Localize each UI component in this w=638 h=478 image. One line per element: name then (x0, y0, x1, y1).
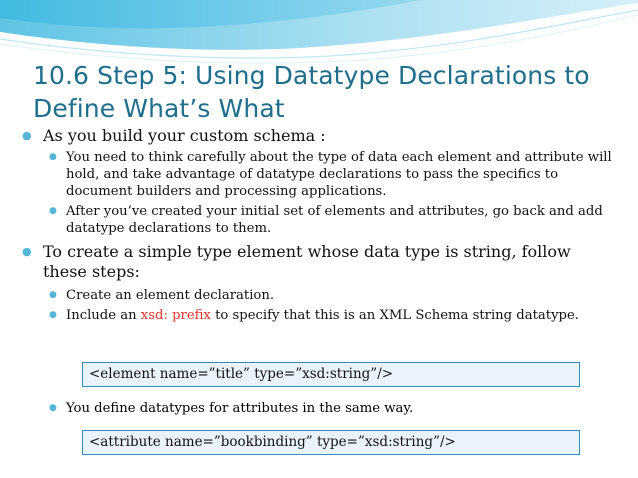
sub-bullet-text: After you’ve created your initial set of elements and attributes, go back and add datatype declarations to them. (66, 204, 603, 236)
highlighted-term: xsd: prefix (140, 308, 211, 323)
bullet-marker-icon: ● (49, 310, 57, 320)
code-example-box-element: <element name=”title” type=”xsd:string”/> (82, 362, 580, 387)
sub-bullet-text: You define datatypes for attributes in the same way. (66, 401, 414, 416)
sub-bullet-item (49, 203, 612, 237)
bullet-marker-icon: ● (49, 206, 57, 216)
bullet-marker-icon: ● (49, 290, 57, 300)
sub-bullet-item (49, 307, 612, 324)
code-example-box-attribute: <attribute name=”bookbinding” type=”xsd:string”/> (82, 430, 580, 455)
slide-content (22, 126, 612, 324)
sub-bullet-item (49, 287, 612, 304)
text-segment: Include an (66, 308, 141, 323)
text-segment: to specify that this is an XML Schema string datatype. (210, 308, 579, 323)
bullet-text: To create a simple type element whose data type is string, follow these steps: (43, 242, 571, 281)
sub-bullet-text: You need to think carefully about the type of data each element and attribute will hold, and take advantage of datatype declarations to pass the specifics to document builders and processing applications. (66, 150, 612, 199)
sub-bullet-item (49, 149, 612, 200)
bullet-item (22, 242, 612, 282)
bullet-marker-icon: ● (22, 245, 32, 258)
bullet-marker-icon: ● (22, 129, 32, 142)
sub-bullet-text (66, 307, 612, 324)
slide-title: 10.6 Step 5: Using Datatype Declarations to Define What’s What (33, 61, 590, 123)
bullet-marker-icon: ● (49, 152, 57, 162)
sub-bullet-item (49, 400, 609, 417)
bullet-text: As you build your custom schema : (43, 126, 326, 145)
sub-bullet-text: Create an element declaration. (66, 288, 275, 303)
bullet-marker-icon: ● (49, 403, 57, 413)
bullet-item (22, 126, 612, 146)
